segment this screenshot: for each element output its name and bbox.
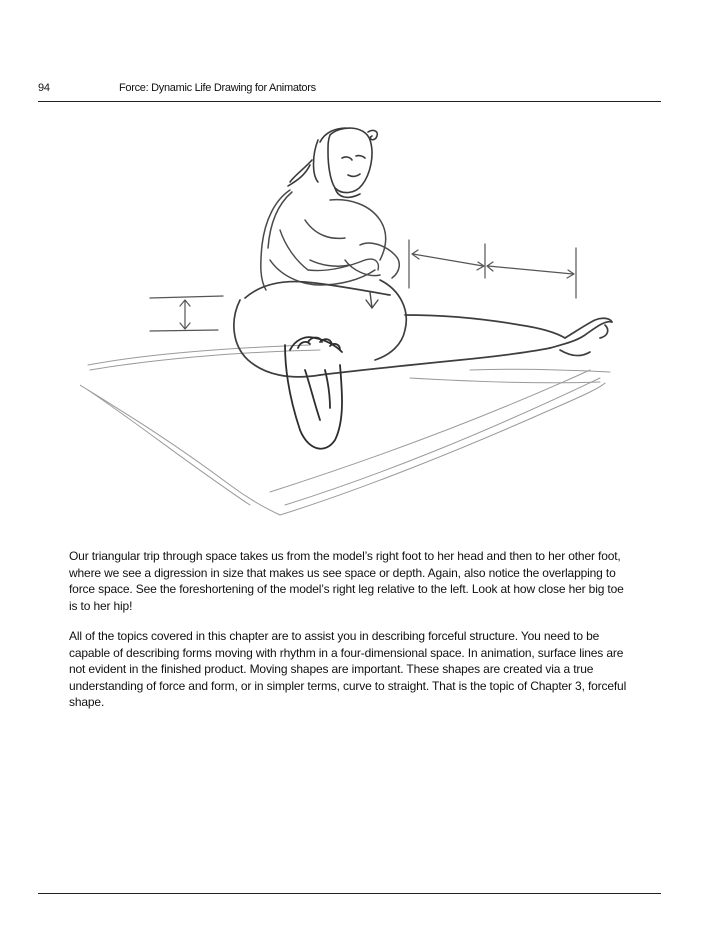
- running-head: [38, 81, 660, 95]
- footer-rule: [38, 893, 661, 894]
- width-measure-marks: [409, 240, 576, 298]
- figure-sketch: [80, 120, 640, 525]
- floor-lines: [80, 345, 610, 515]
- body-paragraph: All of the topics covered in this chapter are to assist you in describing forceful structure. You need to be capable of describing forms moving with rhythm in a four-dimensional space. In animation, surface lines are not evident in the finished product. Moving shapes are important. These shapes are created via a true understanding of force and form, or in simpler terms, curve to straight. That is the topic of Chapter 3, forceful shape.: [69, 629, 627, 709]
- body-paragraph: Our triangular trip through space takes us from the model’s right foot to her head and then to her other foot, where we see a digression in size that makes us see space or depth. Again, also notice the overlapping to force space. See the foreshortening of the model’s right leg relative to the left. Look at how close her big toe is to her hip!: [69, 549, 624, 613]
- page-number: 94: [38, 82, 50, 94]
- hips-legs-sketch: [234, 280, 612, 377]
- foreshortened-foot-sketch: [285, 337, 342, 449]
- body-text: [69, 548, 634, 711]
- torso-sketch: [261, 190, 399, 290]
- pencil-sketch-illustration: [80, 120, 640, 525]
- height-measure-marks: [150, 296, 223, 331]
- arms-sketch: [280, 230, 378, 308]
- head-sketch: [288, 128, 377, 197]
- header-rule: [38, 101, 661, 102]
- book-title: Force: Dynamic Life Drawing for Animators: [119, 82, 316, 94]
